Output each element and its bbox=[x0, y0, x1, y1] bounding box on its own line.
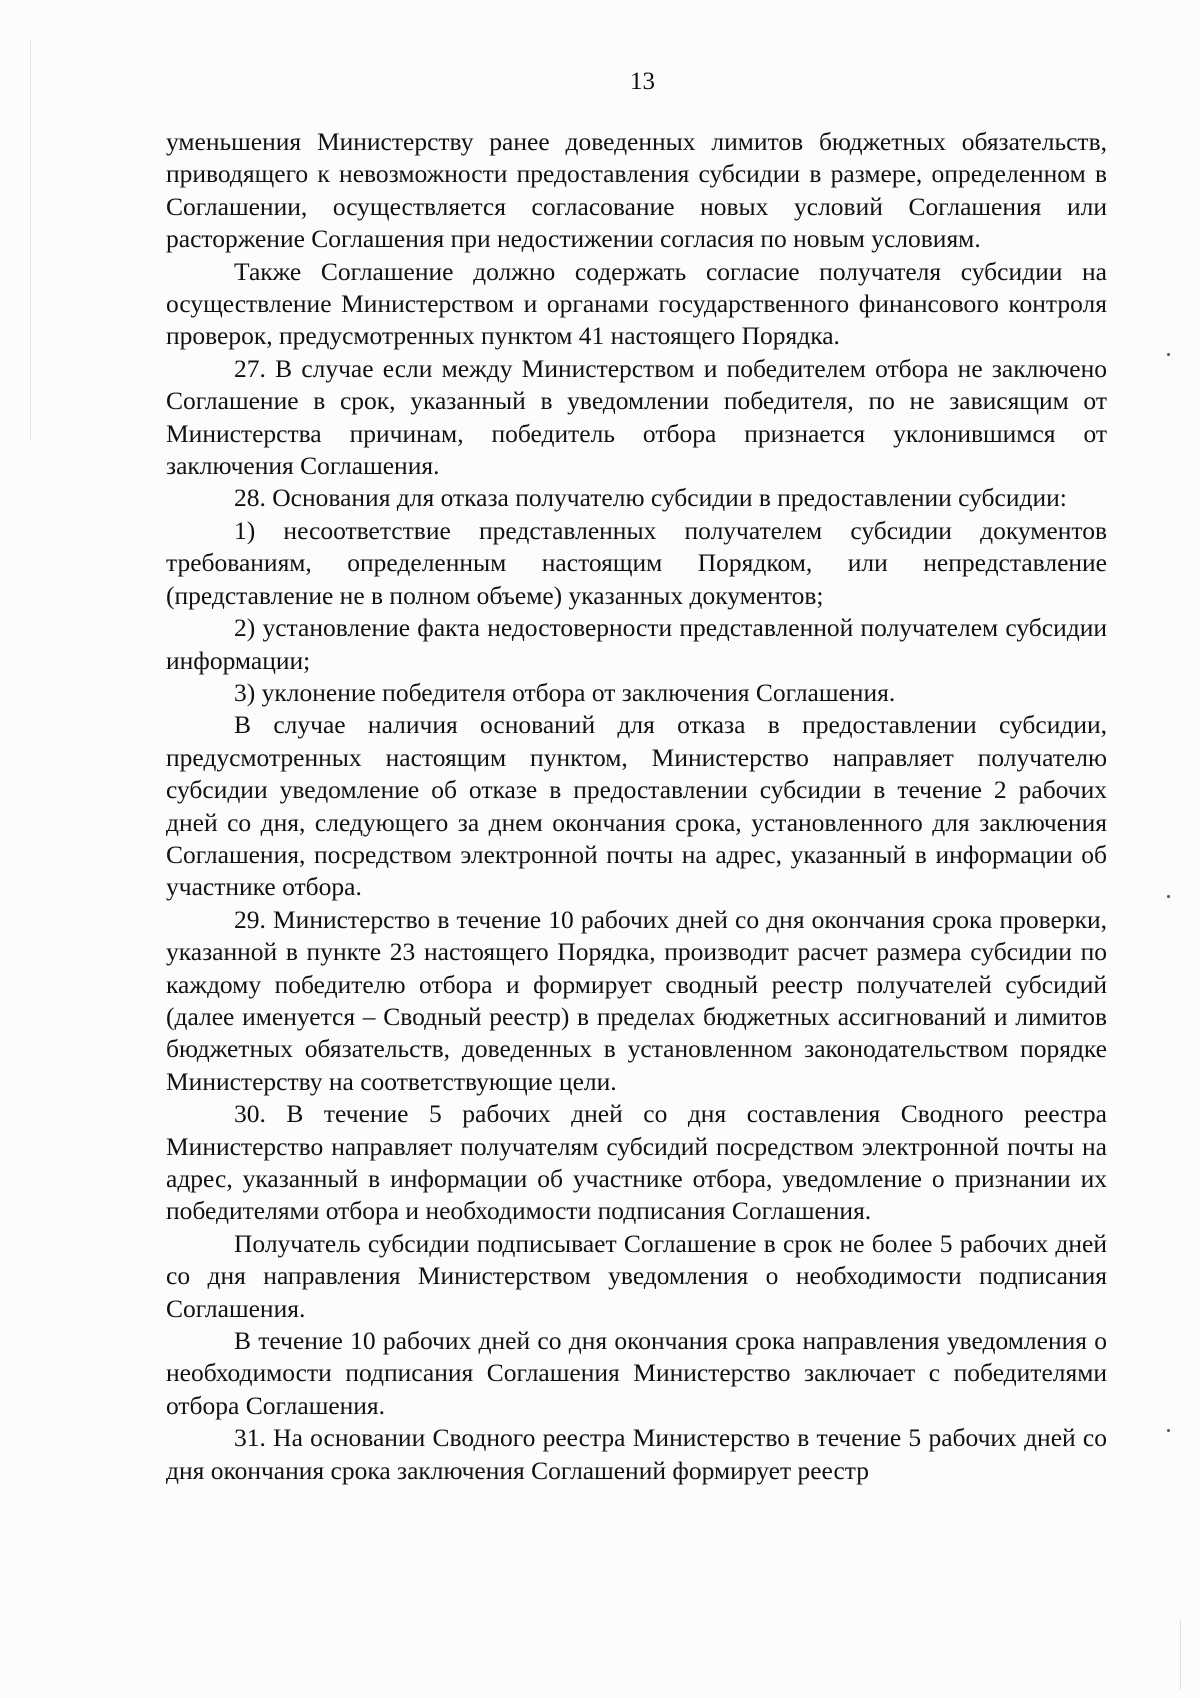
paragraph: 31. На основании Сводного реестра Министерство в течение 5 рабочих дней со дня окончания срока заключения Соглашений формирует реестр bbox=[166, 1423, 1107, 1485]
page-number: 13 bbox=[630, 68, 655, 95]
paragraph: Также Соглашение должно содержать согласие получателя субсидии на осуществление Министерством и органами государственного финансового контроля проверок, предусмотренных пунктом 41 настоящего Порядка. bbox=[166, 256, 1107, 351]
scan-speck bbox=[1167, 895, 1170, 898]
list-item: 1) несоответствие представленных получателем субсидии документов требованиям, определенным настоящим Порядком, или непредставление (представление не в полном объеме) указанных документов; bbox=[166, 515, 1107, 610]
paragraph: уменьшения Министерству ранее доведенных лимитов бюджетных обязательств, приводящего к невозможности предоставления субсидии в размере, определенном в Соглашении, осуществляется согласование новых условий Соглашения или расторжение Соглашения при недостижении согласия по новым условиям. bbox=[166, 127, 1107, 254]
scan-speck bbox=[1167, 1429, 1170, 1432]
list-item: 3) уклонение победителя отбора от заключения Соглашения. bbox=[234, 677, 896, 707]
scan-speck bbox=[1167, 353, 1170, 356]
paragraph: В течение 10 рабочих дней со дня окончания срока направления уведомления о необходимости подписания Соглашения Министерство заключает с победителями отбора Соглашения. bbox=[166, 1326, 1107, 1420]
scan-margin-line bbox=[1180, 1620, 1181, 1690]
paragraph: 27. В случае если между Министерством и победителем отбора не заключено Соглашение в срок, указанный в уведомлении победителя, по не зависящим от Министерства причинам, победитель отбора признается уклонившимся от заключения Соглашения. bbox=[166, 353, 1107, 481]
scan-margin-line bbox=[30, 40, 31, 440]
paragraph: 28. Основания для отказа получателю субсидии в предоставлении субсидии: bbox=[234, 483, 1067, 513]
document-body bbox=[166, 126, 1107, 1487]
paragraph: В случае наличия оснований для отказа в предоставлении субсидии, предусмотренных настоящим пунктом, Министерство направляет получателю субсидии уведомление об отказе в предоставлении субсидии в течение 2 рабочих дней со дня, следующего за днем окончания срока, установленного для заключения Соглашения, посредством электронной почты на адрес, указанный в информации об участнике отбора. bbox=[166, 710, 1107, 902]
paragraph: 29. Министерство в течение 10 рабочих дней со дня окончания срока проверки, указанной в пункте 23 настоящего Порядка, производит расчет размера субсидии по каждому победителю отбора и формирует сводный реестр получателей субсидий (далее именуется – Сводный реестр) в пределах бюджетных ассигнований и лимитов бюджетных обязательств, доведенных в установленном законодательством порядке Министерству на соответствующие цели. bbox=[166, 904, 1107, 1096]
list-item: 2) установление факта недостоверности представленной получателем субсидии информации; bbox=[166, 613, 1107, 675]
paragraph: 30. В течение 5 рабочих дней со дня составления Сводного реестра Министерство направляет получателям субсидий посредством электронной почты на адрес, указанный в информации об участнике отбора, уведомление о признании их победителями отбора и необходимости подписания Соглашения. bbox=[166, 1099, 1107, 1226]
paragraph: Получатель субсидии подписывает Соглашение в срок не более 5 рабочих дней со дня направления Министерством уведомления о необходимости подписания Соглашения. bbox=[166, 1228, 1107, 1323]
